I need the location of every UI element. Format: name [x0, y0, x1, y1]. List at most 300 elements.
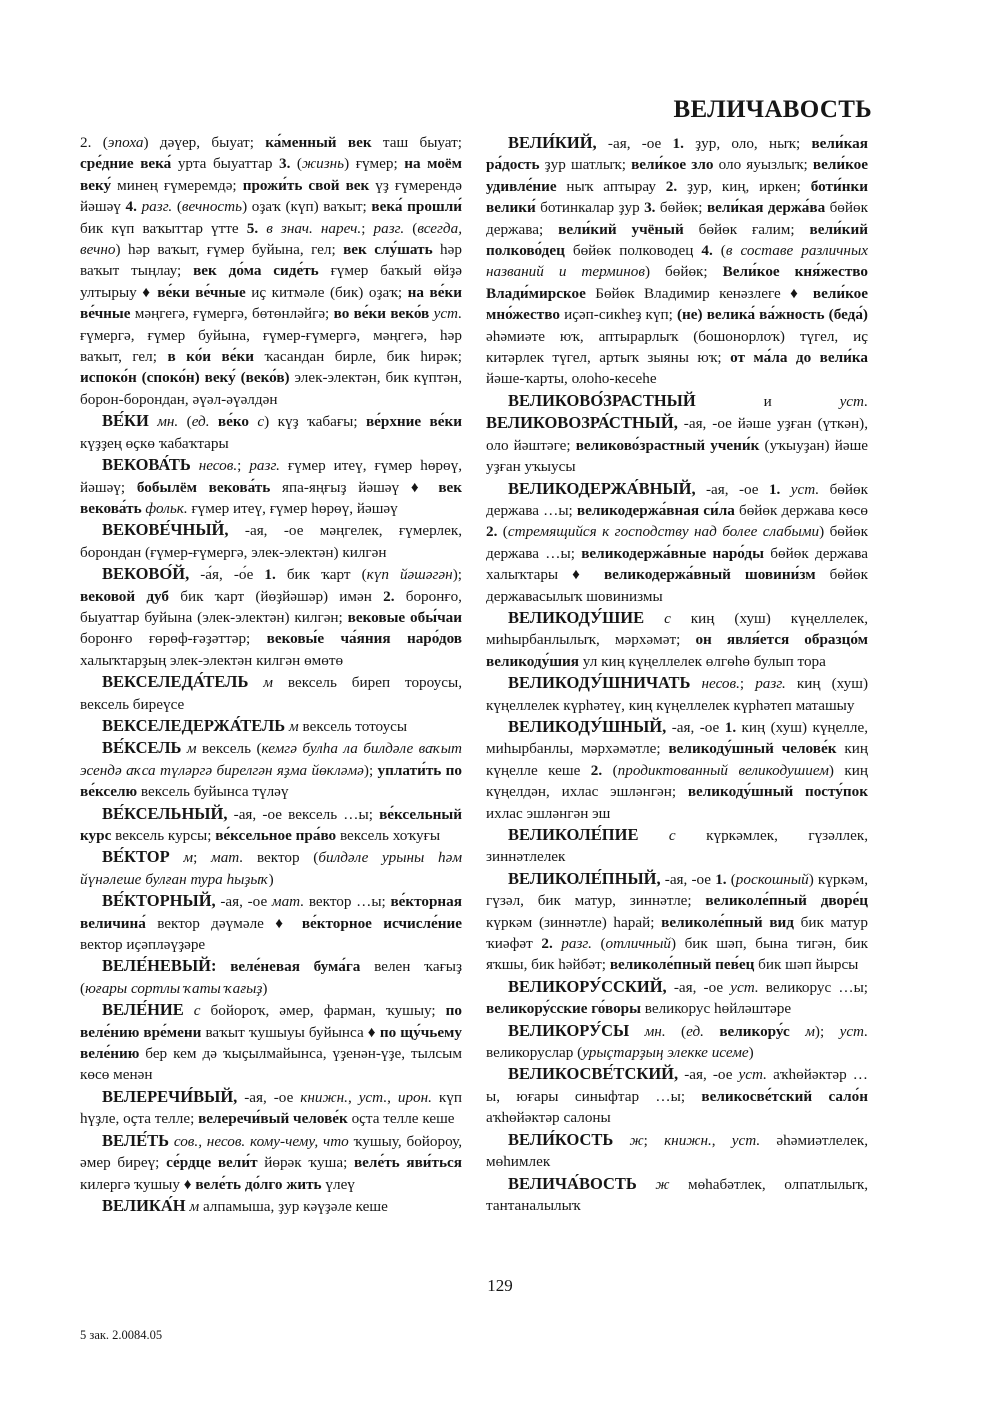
- bold-phrase: испоко́н (споко́н) веку́ (веко́в): [80, 369, 290, 387]
- entry-text: );: [363, 761, 378, 779]
- bold-phrase: вели́кий полково́дец: [486, 220, 868, 260]
- bold-phrase: веле́ть яви́ться: [353, 1154, 462, 1172]
- bold-phrase: 3.: [278, 155, 291, 173]
- right-column: [486, 132, 868, 1216]
- entry-text: иҫ китмәле (бик) оҙаҡ;: [245, 283, 408, 301]
- dictionary-entry: [80, 1130, 462, 1195]
- bold-phrase: уплати́ть по ве́кселю: [80, 761, 463, 801]
- italic-label: в знач. нареч.: [266, 219, 362, 237]
- entry-text: -ая, -ое: [695, 480, 769, 498]
- entry-text: аҡһөйәктәр салоны: [486, 1109, 611, 1127]
- italic-label: уст.: [731, 1131, 761, 1149]
- entry-text: ботинкалар ҙур: [535, 199, 645, 217]
- entry-text: -ая, -ое: [666, 718, 725, 736]
- entry-text: -ая, -ое: [678, 1066, 739, 1084]
- entry-text: -ая, -ое вексель …ы;: [227, 805, 380, 823]
- entry-text: ғүмергә, ғүмер буйына, ғүмер-ғүмергә, мәңгегә, һәр ваҡыт, гел;: [80, 326, 462, 366]
- entry-text: [191, 457, 199, 474]
- entry-text: элек-электән, бик күптән, борон-борондан, әүәл-әүәлдән: [80, 369, 462, 408]
- entry-text: боронғо, быуаттар буйына (элек-электән) килгән;: [80, 587, 462, 626]
- entry-text: минең ғүмеремдә;: [111, 176, 243, 194]
- headword: ВЕ́КИ: [102, 411, 149, 431]
- bold-phrase: великору́с: [719, 1022, 790, 1040]
- bold-phrase: великово́зрастный учени́к: [575, 436, 760, 454]
- italic-label: с: [257, 413, 265, 431]
- bold-phrase: великоду́шный челове́к: [668, 740, 837, 758]
- dictionary-entry: [80, 563, 462, 671]
- headword: ВЕЛИКОЛЕ́ПНЫЙ,: [508, 868, 661, 888]
- italic-label: разг.: [561, 935, 592, 953]
- headword: ВЕ́КСЕЛЬНЫЙ,: [102, 803, 228, 823]
- entry-text: -а́я, -о́е: [189, 566, 265, 584]
- headword: ВЕЛИКОВОЗРА́СТНЫЙ,: [486, 413, 678, 433]
- dictionary-entry: [486, 824, 868, 868]
- headword: ВЕЛИ́КОСТЬ: [508, 1129, 614, 1149]
- headword: ВЕКОВЕ́ЧНЫЙ,: [102, 520, 229, 540]
- bold-phrase: на ве́ки ве́чные: [80, 283, 462, 323]
- entry-text: һәр ваҡыт тыңлау;: [80, 241, 462, 280]
- headword: ВЕЛИКОРУ́ССКИЙ,: [508, 976, 667, 996]
- entry-text: ) ғүмер;: [344, 155, 405, 173]
- dictionary-entry: [80, 1086, 462, 1130]
- entry-text: [184, 1002, 194, 1019]
- entry-text: (: [497, 523, 508, 541]
- bold-phrase: великоле́пный вид: [661, 913, 794, 931]
- entry-text: бер кем дә ҡыҫылмайынса, үҙенән-үҙе, тылсым көсө менән: [80, 1045, 462, 1084]
- bold-phrase: ка́менный век: [265, 134, 372, 151]
- entry-text: [780, 481, 790, 498]
- entry-text: (: [290, 155, 302, 173]
- entry-text: оҫта телле кеше: [347, 1110, 455, 1128]
- headword: ВЕЛИКОЛЕ́ПИЕ: [508, 825, 639, 844]
- entry-text: [216, 958, 230, 975]
- italic-label: кемгә булһа ла билдәле ваҡыт эсендә аҡса түләргә бирелгән яҙма йөкләмә: [80, 740, 462, 779]
- bold-phrase: (не) велика́ ва́жность (беда́): [677, 306, 868, 324]
- entry-text: [613, 1132, 629, 1149]
- bold-phrase: век слу́шать: [343, 241, 433, 259]
- dictionary-entry: [80, 803, 462, 847]
- dictionary-entry: [80, 132, 462, 410]
- entry-text: йәше-ҡарты, олоһо-кесеһе: [486, 370, 657, 388]
- dictionary-entry: [486, 1129, 868, 1173]
- entry-text: (: [602, 761, 618, 779]
- entry-text: бик ҡарт (: [275, 566, 367, 584]
- entry-text: [258, 220, 266, 237]
- italic-label: ед.: [686, 1022, 704, 1040]
- italic-label: мн.: [644, 1022, 666, 1040]
- bold-phrase: сре́дние века́: [80, 155, 172, 173]
- headword: ВЕЛЕРЕЧИ́ВЫЙ,: [102, 1086, 238, 1106]
- italic-label: юғары сортлы ҡаты ҡағыҙ: [85, 979, 263, 997]
- entry-text: -ая, -ое: [237, 1088, 301, 1106]
- italic-label: м: [289, 717, 299, 735]
- italic-label: мн.: [157, 413, 179, 431]
- headword: ВЕКСЕЛЕДА́ТЕЛЬ: [102, 672, 249, 692]
- bold-phrase: ве́ко: [217, 413, 250, 431]
- dictionary-entry: [486, 716, 868, 824]
- italic-label: мат.: [211, 849, 244, 867]
- dictionary-entry: [80, 890, 462, 955]
- entry-text: вексель курсы;: [111, 827, 216, 844]
- bold-phrase: вели́кая держа́ва: [706, 199, 826, 217]
- entry-text: [553, 935, 562, 952]
- headword: ВЕЛИКОДЕРЖА́ВНЫЙ,: [508, 478, 696, 498]
- headword: ВЕКСЕЛЕДЕРЖА́ТЕЛЬ: [102, 715, 286, 735]
- entry-text: ;: [237, 457, 250, 475]
- entry-text: ваҡыт ҡушыуы буйынса ♦: [201, 1023, 380, 1041]
- entry-text: әһәмиәтлелек, мөһимлек: [486, 1131, 869, 1171]
- entry-text: (: [404, 219, 418, 237]
- print-mark: 5 зак. 2.0084.05: [80, 1328, 163, 1342]
- dictionary-entry: [486, 1063, 868, 1128]
- entry-text: вексель тотоусы: [298, 717, 408, 735]
- italic-label: мат.: [271, 893, 305, 911]
- entry-text: бөйөк державасылыҡ шовинизмы: [486, 566, 869, 605]
- entry-text: );: [452, 566, 462, 584]
- entry-text: ғүмер итеү, ғүмер һөрөү, йәшәү;: [80, 457, 463, 496]
- entry-text: ) һәр ваҡыт, ғүмер буйына, гел;: [115, 241, 344, 259]
- bold-phrase: от ма́ла до вели́ка: [730, 349, 868, 367]
- headword: ВЕЛЕ́НИЕ: [102, 1000, 184, 1020]
- headword: ВЕЛИКОВО́ЗРАСТНЫЙ: [508, 390, 696, 410]
- bold-phrase: вековые обы́чаи: [347, 608, 462, 626]
- headword: ВЕ́КТОР: [102, 847, 170, 867]
- dictionary-entry: [486, 976, 868, 1020]
- entry-text: киң (хуш) күңеллелек, миһырбанлылыҡ, мәрхәмәт;: [486, 609, 868, 649]
- entry-text: вексель (: [196, 740, 262, 758]
- bold-phrase: великору́сские го́воры: [486, 1000, 641, 1018]
- entry-text: аҡһөйәктәр …ы, юғары синыфтар …ы;: [486, 1066, 868, 1105]
- italic-label: несов.: [198, 457, 238, 475]
- bold-phrase: вели́кая ра́дость: [486, 135, 868, 174]
- dictionary-entry: [486, 132, 868, 390]
- bold-phrase: 4.: [125, 198, 137, 216]
- entry-text: мөһабәтлек, олпатлылыҡ, тантаналылыҡ: [486, 1175, 868, 1214]
- italic-label: сов., несов. кому-чему, что: [173, 1132, 349, 1150]
- entry-text: (: [665, 1022, 687, 1040]
- entry-text: (: [172, 198, 182, 216]
- entry-text: әһәмиәте юҡ, аптырарлыҡ (бошонорлоҡ) түгел, иҫ китәрлек түгел, артыҡ зыяны юҡ;: [486, 327, 868, 367]
- entry-text: йөрәк ҡуша;: [257, 1154, 354, 1172]
- entry-text: -ая, -ое: [215, 893, 272, 911]
- entry-text: үлеү: [321, 1175, 355, 1193]
- bold-phrase: вели́кий учёный: [558, 220, 684, 238]
- bold-phrase: великодержа́вная си́ла: [576, 501, 735, 519]
- bold-phrase: бобылём векова́ть: [136, 478, 271, 496]
- entry-text: халыҡтарҙың элек-электән килгән өмөтө: [80, 651, 344, 669]
- headword: ВЕЛИЧА́ВОСТЬ: [508, 1173, 637, 1193]
- bold-phrase: 2.: [665, 177, 678, 195]
- entry-text: [170, 849, 184, 866]
- italic-label: книжн.: [300, 1088, 348, 1106]
- entry-text: [704, 1023, 719, 1040]
- entry-text: күп һүҙле, оҫта телле;: [80, 1088, 463, 1128]
- entry-text: вектор дәүмәле ♦: [145, 914, 302, 932]
- bold-phrase: великоле́пный пев́ец: [609, 956, 755, 974]
- italic-label: м: [186, 740, 197, 758]
- italic-label: урыҫтарҙың элекке исеме: [582, 1044, 749, 1062]
- bold-phrase: век до́ма сиде́ть: [193, 262, 319, 280]
- bold-phrase: ве́ки ве́чные: [157, 283, 246, 301]
- bold-phrase: по щу́чьему веле́нию: [80, 1023, 462, 1063]
- entry-text: [637, 1176, 656, 1193]
- italic-label: күп йәшәгән: [366, 566, 453, 584]
- italic-label: жизнь: [302, 155, 345, 173]
- entry-text: мәңгегә, ғүмергә, бөтөнләйгә;: [130, 305, 334, 323]
- bold-phrase: боти́нки велики́: [486, 177, 868, 217]
- italic-label: разг.: [755, 675, 786, 693]
- italic-label: с: [664, 609, 671, 627]
- entry-text: ,: [347, 1088, 359, 1106]
- entry-text: [629, 1023, 644, 1040]
- bold-phrase: 2.: [486, 523, 498, 541]
- bold-phrase: прожи́ть свой век: [242, 176, 370, 194]
- entry-text: ;: [361, 219, 374, 237]
- dictionary-entry: [486, 390, 868, 478]
- italic-label: эпоха: [107, 134, 144, 151]
- entry-text: вектор (: [243, 849, 319, 867]
- bold-phrase: ве́кторное исчисле́ние: [301, 914, 463, 932]
- dictionary-entry: [486, 1173, 868, 1217]
- italic-label: билдәле урыны һәм йүнәлеше булған тура һыҙыҡ: [80, 849, 463, 888]
- entry-text: вектор иҫәпләүҙәре: [80, 936, 206, 954]
- dictionary-entry: [80, 410, 462, 454]
- entry-text: таш быуат;: [371, 134, 463, 151]
- bold-phrase: 1.: [715, 870, 727, 888]
- dictionary-entry: [486, 1020, 868, 1064]
- entry-text: бөйөк держава көсө: [734, 501, 868, 519]
- headword: ВЕКОВА́ТЬ: [102, 455, 191, 475]
- bold-phrase: 1.: [724, 718, 737, 736]
- entry-text: киң (хуш) күңелле, миһырбанлы, мәрхәмәтле;: [486, 718, 868, 758]
- entry-text: [690, 675, 701, 692]
- italic-label: книжн.: [664, 1131, 712, 1149]
- entry-text: ) бөйөк держава …ы;: [486, 523, 869, 562]
- headword: ВЕЛИКОДУ́ШИЕ: [508, 607, 645, 627]
- headword: ВЕЛЕ́НЕВЫЙ:: [102, 956, 217, 976]
- entry-text: бик шәп йырсы: [754, 956, 859, 974]
- entry-text: алпамыша, ҙур кәүҙәле кеше: [199, 1197, 388, 1215]
- headword: ВЕКОВО́Й,: [102, 564, 190, 584]
- entry-text: 2. (: [80, 134, 108, 151]
- entry-text: ) бик шәп, бына тигән, бик яҡшы, бик һәйбәт;: [486, 935, 869, 974]
- entry-text: [790, 1023, 805, 1040]
- italic-label: вечность: [181, 198, 243, 216]
- dictionary-entry: [486, 672, 868, 716]
- headword: ВЕЛИКА́Н: [102, 1195, 186, 1215]
- dictionary-entry: [80, 955, 462, 999]
- left-column: [80, 132, 462, 1217]
- entry-text: );: [814, 1022, 840, 1040]
- italic-label: уст.: [358, 1088, 388, 1106]
- bold-phrase: 2.: [590, 761, 603, 779]
- entry-text: ) киң күңелдән, ихлас эшләнгән;: [486, 761, 869, 801]
- bold-phrase: по веле́нию вре́мени: [80, 1002, 462, 1041]
- bold-phrase: великодержа́вный шовини́зм: [603, 566, 816, 584]
- headword: ВЕ́КТОРНЫЙ,: [102, 891, 216, 911]
- italic-label: м: [805, 1022, 815, 1040]
- italic-label: разг.: [141, 198, 173, 216]
- headword: ВЕЛИКОСВЕ́ТСКИЙ,: [508, 1064, 679, 1084]
- italic-label: отличный: [605, 935, 671, 953]
- entry-text: бөйөк;: [655, 199, 707, 217]
- entry-text: бик ҡарт (йөҙйәшәр) имән: [169, 587, 384, 605]
- running-head: ВЕЛИЧАВОСТЬ: [673, 96, 872, 123]
- entry-text: ул киң күңеллелек өлгөһө булып тора: [579, 652, 826, 670]
- entry-text: иҫәп-сикһеҙ күп;: [559, 306, 677, 324]
- entry-text: ныҡ аптырау: [556, 177, 666, 195]
- bold-phrase: веле́ть до́лго жить: [195, 1175, 322, 1193]
- entry-text: бөйөк держава;: [486, 199, 868, 238]
- italic-label: м: [263, 674, 273, 692]
- entry-text: ,: [711, 1131, 732, 1149]
- entry-text: бөйөк держава халыҡтары ♦: [486, 544, 869, 584]
- entry-text: (: [726, 870, 736, 888]
- bold-phrase: ве́ксельное пра́во: [215, 827, 337, 844]
- entry-text: ҙур, оло, ныҡ;: [683, 135, 812, 152]
- bold-phrase: Вели́кое кня́жество Влади́мирское: [486, 263, 868, 302]
- entry-text: ) күркәм, гүзәл, бик матур, зиннәтле;: [486, 870, 869, 910]
- entry-text: [638, 827, 668, 844]
- bold-phrase: 2.: [541, 935, 553, 953]
- entry-text: бөйөк держава …ы;: [486, 480, 868, 519]
- entry-text: ): [748, 1044, 754, 1062]
- entry-text: ғүмер баҡый өйҙә ултырыу ♦: [80, 262, 462, 301]
- italic-label: уст.: [839, 1022, 869, 1040]
- entry-text: бөйөк полководец: [564, 242, 702, 260]
- italic-label: с: [193, 1002, 201, 1020]
- dictionary-entry: [80, 737, 462, 802]
- italic-label: уст.: [839, 392, 868, 410]
- entry-text: ;: [193, 849, 212, 867]
- bold-phrase: се́рдце вели́т: [166, 1154, 258, 1172]
- italic-label: разг.: [373, 219, 405, 237]
- bold-phrase: века́ прошли́: [371, 198, 463, 216]
- entry-text: ихлас эшләнгән эш: [486, 804, 611, 822]
- entry-text: велен ҡағыҙ (: [80, 958, 463, 997]
- italic-label: ирон.: [397, 1088, 432, 1106]
- headword: ВЕЛИ́КИЙ,: [508, 133, 597, 152]
- entry-text: великоруслар (: [486, 1044, 583, 1062]
- entry-text: -ая, -ое: [660, 870, 716, 888]
- entry-text: вексель хоҡуғы: [336, 827, 441, 844]
- entry-text: оло яуызлыҡ;: [713, 156, 813, 174]
- bold-phrase: великосве́тский сало́н: [701, 1087, 868, 1105]
- italic-label: стремящийся к господству над более слабыми: [507, 523, 820, 541]
- italic-label: ж: [655, 1175, 670, 1193]
- bold-phrase: великоле́пный дворе́ц: [705, 892, 869, 910]
- headword: ВЕЛИКОДУ́ШНЫЙ,: [508, 716, 667, 736]
- entry-text: ) бөйөк;: [644, 263, 723, 281]
- entry-text: күркәм (зиннәтле) һарай;: [486, 913, 662, 931]
- entry-text: великорус һөйләштәре: [640, 1000, 792, 1018]
- entry-text: киң күңелле кеше: [486, 740, 868, 779]
- entry-text: вексель буйынса түләү: [137, 783, 289, 801]
- entry-text: ҡушыу, бойороу, әмер биреү;: [80, 1132, 463, 1172]
- bold-phrase: в ко́и ве́ки: [167, 348, 254, 366]
- bold-phrase: вели́кое мно́жество: [486, 284, 868, 324]
- entry-text: -ая, -ое йәше уҙған (үткән), оло йәштәге;: [486, 415, 868, 454]
- entry-text: и: [695, 392, 840, 410]
- bold-phrase: великодержа́вные наро́ды: [581, 544, 764, 562]
- bold-phrase: во ве́ки веко́в: [333, 305, 430, 323]
- entry-text: ) оҙаҡ (күп) ваҡыт;: [242, 198, 372, 216]
- bold-phrase: век векова́ть: [80, 478, 463, 517]
- entry-text: ) күҙ ҡабағы;: [264, 413, 366, 431]
- entry-text: ;: [643, 1131, 665, 1149]
- bold-phrase: 1.: [264, 566, 276, 584]
- entry-text: [149, 413, 157, 430]
- entry-text: ): [268, 870, 274, 888]
- dictionary-entry: [80, 454, 462, 519]
- entry-text: бик матур ҡиәфәт: [486, 913, 868, 953]
- bold-phrase: великоду́шный посту́пок: [687, 783, 868, 801]
- entry-text: бөйөк ғалим;: [683, 220, 810, 238]
- entry-text: ғүмер итеү, ғүмер һөрөү, йәшәү: [187, 499, 398, 517]
- bold-phrase: 2.: [383, 587, 395, 605]
- entry-text: ҡасандан бирле, бик һирәк;: [253, 348, 462, 366]
- italic-label: уст.: [790, 480, 820, 498]
- italic-label: м: [183, 849, 194, 867]
- bold-phrase: 1.: [672, 135, 684, 152]
- entry-text: боронғо ғөрөф-ғәҙәттәр;: [80, 630, 267, 648]
- entry-text: үҙ ғүмерендә йәшәү: [80, 176, 463, 216]
- bold-phrase: ве́ксельный курс: [80, 805, 462, 844]
- bold-phrase: он явля́ется образцо́м великоду́шия: [486, 631, 868, 670]
- headword: ВЕ́КСЕЛЬ: [102, 738, 182, 758]
- bold-phrase: велеречи́вый челове́к: [198, 1110, 348, 1128]
- entry-text: ): [262, 979, 268, 997]
- entry-text: бик күп ваҡыттар үтте: [80, 219, 247, 237]
- bold-phrase: 5.: [246, 219, 259, 237]
- entry-text: (: [712, 242, 726, 260]
- entry-text: [644, 610, 664, 627]
- bold-phrase: 3.: [644, 199, 656, 217]
- bold-phrase: веле́невая бума́га: [230, 958, 361, 976]
- italic-label: м: [189, 1197, 200, 1215]
- entry-text: ,: [387, 1088, 398, 1106]
- dictionary-entry: [80, 999, 462, 1086]
- dictionary-entry: [486, 868, 868, 976]
- page-number: 129: [487, 1276, 513, 1295]
- dictionary-entry: [80, 846, 462, 890]
- entry-text: ҙур, киң, иркен;: [677, 177, 811, 195]
- italic-label: разг.: [249, 457, 280, 475]
- italic-label: всегда, вечно: [80, 219, 462, 259]
- entry-text: [210, 413, 218, 430]
- entry-text: килергә ҡушыу ♦: [80, 1175, 196, 1193]
- dictionary-entry: [80, 715, 462, 737]
- entry-text: япа-яңғыҙ йәшәү ♦: [270, 478, 439, 496]
- headword: ВЕЛИКОДУ́ШНИЧАТЬ: [508, 673, 691, 693]
- italic-label: фольк.: [145, 499, 188, 517]
- entry-text: (: [178, 413, 192, 431]
- entry-text: великорус …ы;: [758, 978, 868, 996]
- bold-phrase: 4.: [701, 242, 713, 260]
- headword: ВЕЛЕ́ТЬ: [102, 1130, 170, 1150]
- italic-label: ж: [629, 1131, 644, 1149]
- entry-text: -ая, -ое мәңгелек, ғүмерлек, борондан (ғүмер-ғүмергә, элек-электән) килгән: [80, 522, 462, 561]
- headword: ВЕЛИКОРУ́СЫ: [508, 1020, 630, 1040]
- bold-phrase: вековой дуб: [80, 587, 170, 605]
- dictionary-entry: [80, 1195, 462, 1217]
- italic-label: уст.: [433, 305, 463, 323]
- entry-text: Бөйөк Владимир кенәзлеге ♦: [585, 284, 813, 302]
- italic-label: роскошный: [735, 870, 809, 888]
- italic-label: уст.: [730, 978, 759, 996]
- bold-phrase: на моём веку́: [80, 155, 462, 194]
- bold-phrase: ве́рхние ве́ки: [365, 413, 462, 431]
